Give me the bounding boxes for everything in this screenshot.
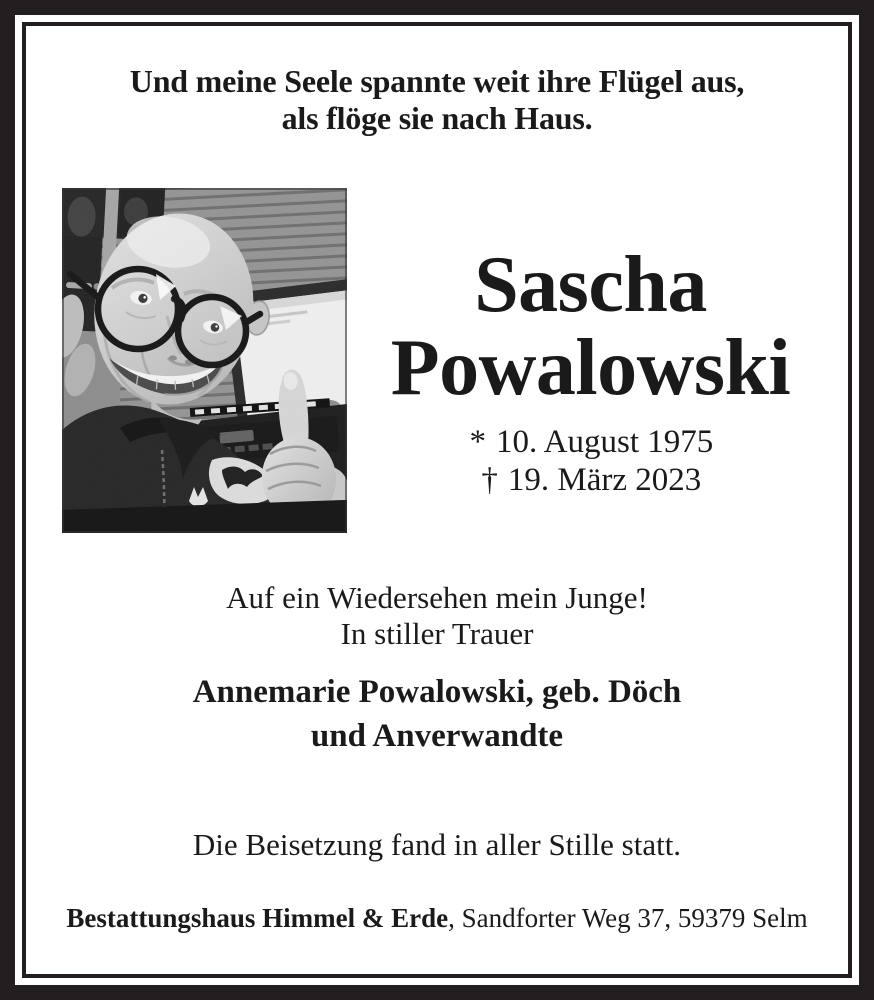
funeral-home-name: Bestattungshaus Himmel & Erde [66, 903, 449, 933]
funeral-home-line [26, 902, 848, 934]
life-dates [347, 424, 834, 500]
name-and-dates [347, 188, 834, 533]
portrait-photo-graphic [62, 188, 347, 533]
mourners-line-2: und Anverwandte [310, 717, 564, 754]
deceased-first-name: Sascha [474, 241, 707, 329]
farewell-text [26, 580, 848, 652]
dagger-symbol: † [481, 462, 498, 499]
farewell-line-2: In stiller Trauer [340, 615, 534, 651]
opening-quote [26, 63, 848, 137]
death-date-line [347, 462, 834, 500]
quote-line-2: als flöge sie nach Haus. [281, 100, 593, 137]
born-symbol: * [469, 424, 486, 461]
birth-date: 10. August 1975 [495, 424, 714, 461]
farewell-line-1: Auf ein Wiedersehen mein Junge! [226, 580, 648, 615]
deceased-name [347, 241, 834, 413]
funeral-home-address: , Sandforter Weg 37, 59379 Selm [448, 903, 808, 933]
mourners-text [26, 671, 848, 758]
quote-line-1: Und meine Seele spannte weit ihre Flügel aus, [129, 63, 745, 99]
inner-frame [22, 22, 852, 978]
mourners-line-1: Annemarie Powalowski, geb. Döch [192, 674, 682, 710]
birth-date-line [347, 424, 834, 462]
burial-note: Die Beisetzung fand in aller Stille statt. [192, 827, 682, 862]
portrait-photo [62, 188, 347, 533]
death-date: 19. März 2023 [507, 462, 702, 499]
deceased-last-name: Powalowski [390, 324, 791, 413]
